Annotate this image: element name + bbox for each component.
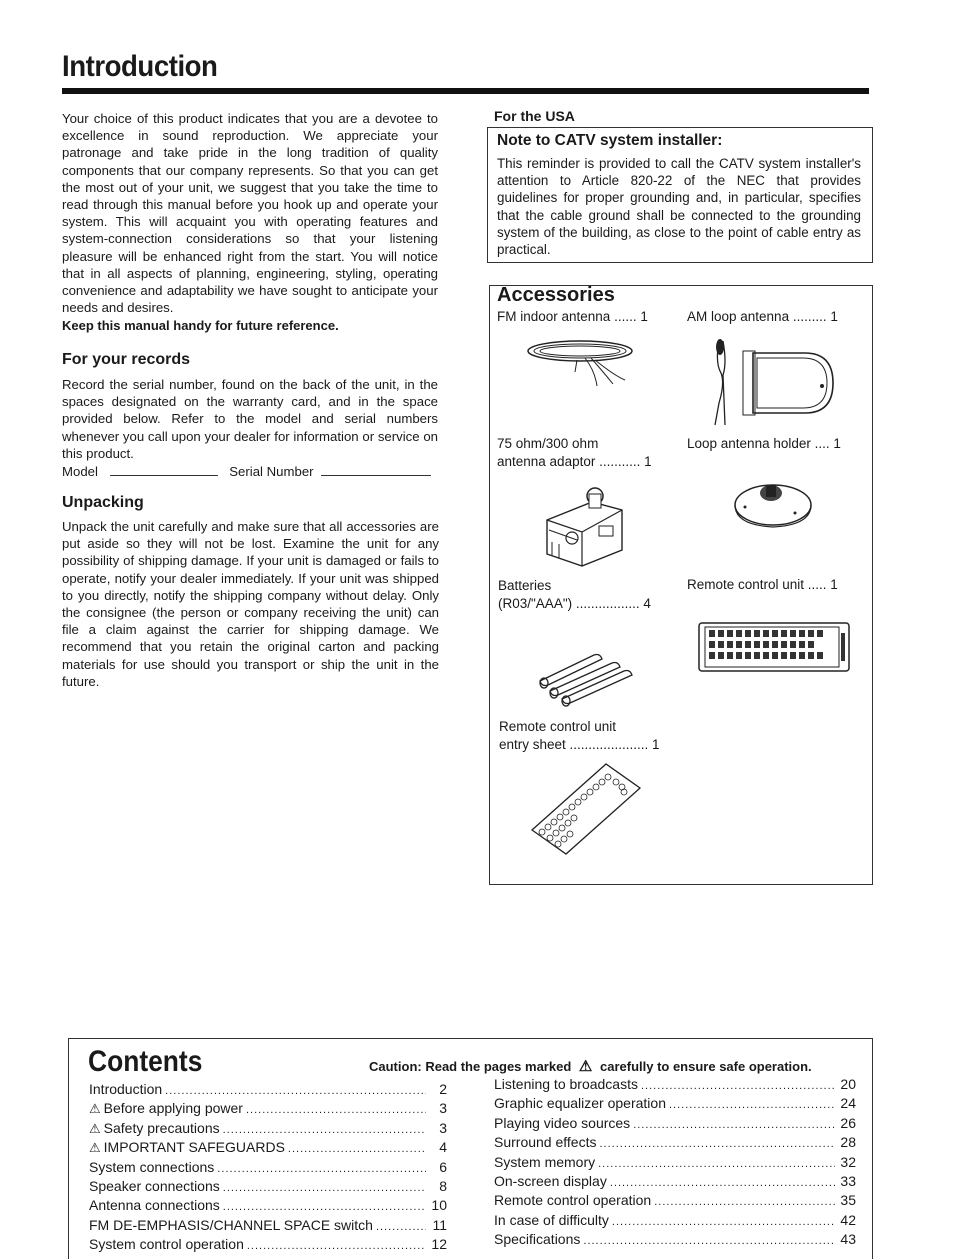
toc-leader-dots — [223, 1120, 426, 1139]
toc-entry-page: 24 — [840, 1095, 856, 1112]
toc-entry-page: 32 — [840, 1153, 856, 1170]
toc-entry-label: In case of difficulty — [494, 1211, 609, 1228]
accessory-remote: Remote control unit ..... 1 — [687, 577, 838, 592]
toc-leader-dots — [583, 1231, 835, 1250]
warning-triangle-icon: ⚠ — [89, 1120, 101, 1136]
toc-entry[interactable] — [89, 1139, 447, 1158]
remote-control-icon — [697, 619, 851, 675]
caution-prefix: Caution: Read the pages marked — [369, 1059, 572, 1074]
warning-triangle-icon: ⚠ — [89, 1101, 101, 1117]
toc-entry[interactable] — [89, 1197, 447, 1216]
toc-entry-label: System memory — [494, 1153, 596, 1170]
accessory-holder: Loop antenna holder .... 1 — [687, 436, 841, 451]
catv-note-text: This reminder is provided to call the CATV system installer's attention to Article 820-22 of the NEC that provides guidelines for proper grounding and, in particular, specifies that the cable ground shall be connected to the grounding system of the building, as close to the point of cable entry as practical. — [497, 156, 861, 258]
accessory-adaptor: 75 ohm/300 ohm antenna adaptor ........... 1 — [497, 436, 652, 469]
toc-leader-dots — [247, 1236, 426, 1255]
toc-entry-label: On-screen display — [494, 1173, 607, 1190]
entry-sheet-icon — [528, 760, 643, 855]
toc-entry[interactable] — [494, 1192, 856, 1211]
toc-entry[interactable] — [89, 1120, 447, 1139]
toc-entry-page: 12 — [431, 1236, 447, 1253]
toc-leader-dots — [165, 1081, 426, 1100]
toc-leader-dots — [223, 1178, 426, 1197]
toc-entry-page: 2 — [439, 1081, 447, 1097]
toc-leader-dots — [246, 1100, 426, 1119]
catv-note-heading: Note to CATV system installer: — [497, 132, 723, 149]
toc-entry[interactable] — [494, 1134, 856, 1153]
toc-entry-label: Specifications — [494, 1231, 581, 1248]
model-field[interactable] — [110, 465, 218, 476]
toc-entry-page: 3 — [439, 1119, 447, 1136]
toc-leader-dots — [223, 1197, 426, 1216]
accessory-am-loop: AM loop antenna ......... 1 — [687, 309, 838, 324]
toc-leader-dots — [669, 1095, 835, 1114]
toc-entry[interactable] — [89, 1178, 447, 1197]
toc-entry-page: 28 — [840, 1134, 856, 1151]
caution-line — [369, 1057, 812, 1075]
warning-triangle-icon: ⚠ — [89, 1140, 101, 1156]
toc-leader-dots — [633, 1115, 835, 1134]
loop-antenna-holder-icon — [733, 477, 813, 529]
toc-entry-page: 10 — [431, 1197, 447, 1214]
toc-entry-page: 20 — [840, 1076, 856, 1092]
model-serial-line — [62, 463, 442, 480]
toc-entry-label: IMPORTANT SAFEGUARDS — [103, 1139, 285, 1156]
toc-entry-page: 6 — [439, 1158, 447, 1175]
page-title: Introduction — [62, 50, 218, 83]
title-rule — [62, 88, 869, 94]
toc-entry[interactable] — [494, 1231, 856, 1250]
toc-entry[interactable] — [494, 1154, 856, 1173]
toc-entry-page: 42 — [840, 1211, 856, 1228]
toc-entry-label: Safety precautions — [103, 1119, 220, 1136]
toc-leader-dots — [641, 1076, 835, 1095]
caution-suffix: carefully to ensure safe operation. — [599, 1059, 812, 1074]
toc-leader-dots — [598, 1154, 835, 1173]
accessory-entry-sheet: Remote control unit entry sheet ..................... 1 — [499, 719, 660, 752]
toc-leader-dots — [610, 1173, 835, 1192]
toc-left-column — [89, 1081, 447, 1256]
toc-leader-dots — [376, 1217, 426, 1236]
toc-entry-label: Surround effects — [494, 1134, 597, 1151]
fm-antenna-icon — [525, 336, 640, 396]
toc-entry[interactable] — [494, 1095, 856, 1114]
model-label: Model — [62, 464, 98, 479]
am-loop-antenna-icon — [705, 333, 835, 428]
toc-entry-label: Remote control operation — [494, 1192, 652, 1209]
toc-entry[interactable] — [494, 1212, 856, 1231]
toc-entry-page: 35 — [840, 1192, 856, 1209]
toc-entry-page: 11 — [432, 1216, 447, 1233]
toc-entry-label: Playing video sources — [494, 1114, 631, 1131]
toc-leader-dots — [599, 1134, 835, 1153]
serial-field[interactable] — [321, 465, 431, 476]
accessory-fm-antenna: FM indoor antenna ...... 1 — [497, 309, 648, 324]
intro-paragraph: Your choice of this product indicates that you are a devotee to excellence in sound reproduction. We appreciate your patronage and take pride in the long tradition of quality components that our company represents. So that you can get the most out of your unit, we suggest that you take the time to read through this manual before you hook up and operate your system. This will acquaint you with operating features and system-connection considerations so that your listening pleasure will be enhanced right from the start. You will notice that in all aspects of planning, engineering, styling, operating convenience and adaptability we have sought to anticipate your needs and desires. — [62, 111, 438, 316]
serial-label: Serial Number — [229, 464, 314, 479]
toc-entry-label: Antenna connections — [89, 1197, 220, 1214]
keep-manual-note: Keep this manual handy for future reference. — [62, 318, 339, 333]
toc-entry-page: 8 — [439, 1178, 447, 1195]
catv-note-box — [487, 127, 873, 263]
toc-entry[interactable] — [494, 1115, 856, 1134]
records-heading: For your records — [62, 351, 191, 368]
toc-entry-label: System control operation — [89, 1236, 244, 1253]
toc-leader-dots — [612, 1212, 835, 1231]
toc-entry-label: System connections — [89, 1158, 215, 1175]
toc-entry-label: Introduction — [89, 1081, 163, 1097]
toc-entry[interactable] — [89, 1236, 447, 1255]
accessory-batteries: Batteries (R03/"AAA") ................. 4 — [498, 578, 651, 611]
toc-entry-page: 43 — [840, 1231, 856, 1248]
unpacking-heading: Unpacking — [62, 494, 144, 511]
toc-entry[interactable] — [494, 1173, 856, 1192]
antenna-adaptor-icon — [537, 480, 627, 568]
toc-leader-dots — [654, 1192, 835, 1211]
toc-entry[interactable] — [494, 1076, 856, 1095]
contents-heading: Contents — [88, 1045, 203, 1078]
batteries-icon — [532, 651, 637, 711]
warning-triangle-icon: ⚠ — [578, 1058, 593, 1075]
usa-heading: For the USA — [494, 108, 575, 124]
unpacking-text: Unpack the unit carefully and make sure that all accessories are put aside so they will not be lost. Examine the unit for any possibility of shipping damage. If your unit is damaged or fails to operate, notify your dealer immediately. If your unit was shipped to you directly, notify the shipping company without delay. Only the consignee (the person or company receiving the unit) can file a claim against the carrier for shipping damage. We recommend that you retain the original carton and packing materials for use should you transport or ship the unit in the future. — [62, 519, 439, 689]
toc-entry-label: Speaker connections — [89, 1178, 220, 1195]
toc-leader-dots — [288, 1139, 426, 1158]
accessories-heading: Accessories — [497, 284, 615, 306]
toc-entry-page: 4 — [439, 1139, 447, 1156]
toc-entry-label: Listening to broadcasts — [494, 1076, 638, 1092]
records-text: Record the serial number, found on the back of the unit, in the spaces designated on the warranty card, and in the space provided below. Refer to the model and serial numbers whenever you call upon your dealer for information or service on this product. — [62, 377, 438, 461]
toc-entry-label: FM DE-EMPHASIS/CHANNEL SPACE switch — [89, 1216, 373, 1233]
toc-entry-page: 33 — [840, 1173, 856, 1190]
toc-right-column — [494, 1076, 856, 1251]
toc-entry[interactable] — [89, 1159, 447, 1178]
toc-entry-label: Graphic equalizer operation — [494, 1095, 666, 1112]
toc-entry-page: 3 — [439, 1100, 447, 1117]
toc-entry[interactable] — [89, 1081, 447, 1100]
toc-entry[interactable] — [89, 1100, 447, 1119]
toc-entry-label: Before applying power — [103, 1100, 243, 1117]
toc-entry[interactable] — [89, 1217, 447, 1236]
toc-leader-dots — [217, 1159, 426, 1178]
toc-entry-page: 26 — [840, 1114, 856, 1131]
